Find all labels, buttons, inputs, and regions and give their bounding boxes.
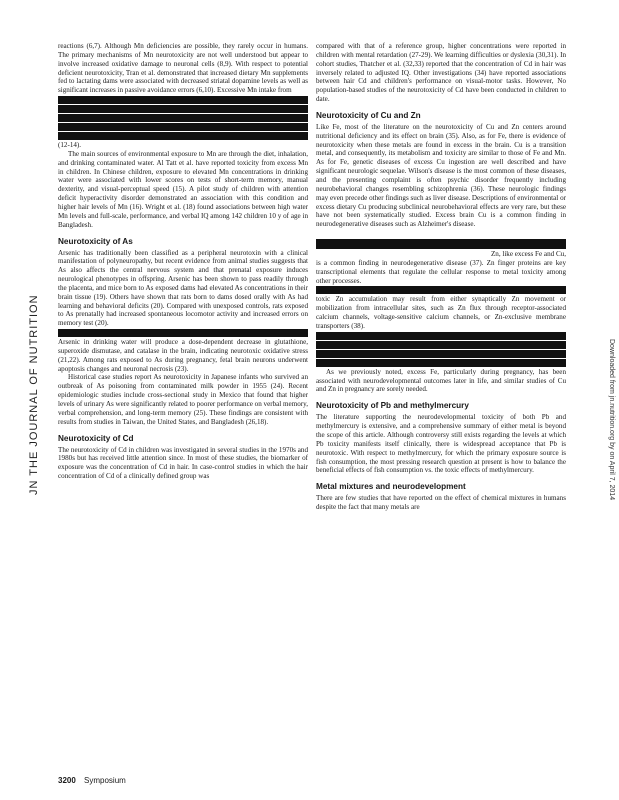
redaction-bar — [58, 114, 308, 122]
right-column — [316, 42, 566, 512]
section-heading: Neurotoxicity of As — [58, 236, 133, 246]
redaction-bar — [58, 96, 308, 104]
redaction-bar — [58, 329, 308, 337]
footer-section: Symposium — [84, 776, 126, 785]
paragraph: compared with that of a reference group, higher concentrations were reported in children with mental retardation (27-29). We learning difficulties or dyslexia (30,31). In cohort studies, Thatcher et al. (32,33) reported that the concentration of Cd in hair was inversely related to adjusted IQ. Other investigations (34) have reported associations between hair Cd and children's performance on visual-motor tasks. However, No population-based studies of the neurotoxicity of Cd have been conducted in children to date. — [316, 42, 566, 104]
paragraph: (12-14). — [58, 141, 82, 150]
paragraph: is a common finding in neurodegenerative disease (37). Zn finger proteins are key transcriptional elements that regulate the cellular response to metal toxicity among other processes. — [316, 258, 566, 285]
left-column — [58, 42, 308, 481]
paragraph: Arsenic has traditionally been classified as a peripheral neurotoxin with a clinical manifestation of polyneuropathy, but recent evidence from animal studies suggests that As also affects the central nervous system and that prenatal exposure induces neurological phenotypes in offspring. Arsenic has been shown to pass readily through the placenta, and mice born to As exposed dams had elevated As concentrations in their brain tissue (19). Others have shown that rats born to dams dosed orally with As had learning and behavioral deficits (20). Compared with unexposed controls, rats exposed to As prenatally had increased spontaneous locomotor activity and increased errors on memory test (20). — [58, 248, 308, 328]
redaction-bar — [316, 239, 566, 249]
download-notice-sidebar: Downloaded from jn.nutrition.org by on April 7, 2014 — [608, 339, 615, 501]
paragraph: The main sources of environmental exposure to Mn are through the diet, inhalation, and drinking contaminated water. Al Tatt et al. have reported toxicity from excess Mn in children. In Chinese children, exposure to elevated Mn concentrations in drinking water were associated with lower scores on tests of short-term memory, manual dexterity, and visual-perceptual speed (15). A pilot study of children with attention deficit hyperactivity disorder demonstrated an association with this condition and higher hair levels of Mn (16). Wright et al. (18) found associations between high water Mn levels and full-scale, performance, and verbal IQ among 142 children 10 y of age in Bangladesh. — [58, 149, 308, 229]
journal-title-sidebar: JN THE JOURNAL OF NUTRITION — [28, 294, 40, 496]
page-number: 3200 — [58, 776, 76, 785]
redaction-bar — [316, 350, 566, 358]
paragraph: The neurotoxicity of Cd in children was investigated in several studies in the 1970s and 1980s but has received little attention since. In most of these studies, the biomarker of exposure was the concentration of Cd in hair. In case-control studies in which the hair concentration of Cd of a clinically defined group was — [58, 445, 308, 481]
redaction-bar — [58, 123, 308, 131]
paragraph: Historical case studies report As neurotoxicity in Japanese infants who survived an outbreak of As poisoning from contaminated milk powder in 1955 (24). Recent epidemiologic studies include cross-sectional study in Mexico that found that higher levels of urinary As were significantly related to poorer performance on verbal memory, verbal comprehension, and long-term memory (25). These findings are consistent with results from studies in Taiwan, the United States, and Bangladesh (26,18). — [58, 373, 308, 426]
section-heading: Neurotoxicity of Pb and methylmercury — [316, 401, 469, 411]
paragraph: There are few studies that have reported on the effect of chemical mixtures in humans despite the fact that many metals are — [316, 494, 566, 512]
paragraph: toxic Zn accumulation may result from either synaptically Zn movement or mobilization from intracellular sites, such as Zn flux through receptor-associated calcium channels, voltage-sensitive calcium channels, or Zn-exclusive membrane transporters (38). — [316, 295, 566, 330]
paragraph: reactions (6,7). Although Mn deficiencies are possible, they rarely occur in humans. The primary mechanisms of Mn neurotoxicity are not well understood but appear to involve increased oxidative damage to neuronal cells (8,9). With respect to potential deficient neurotoxicity, Tran et al. demonstrated that increased dietary Mn supplements fed to lactating dams were associated with decreased striatal dopamine levels as well as significant increases in passive avoidance errors (6,10). Excessive Mn intake from — [58, 42, 308, 95]
section-heading: Metal mixtures and neurodevelopment — [316, 482, 466, 492]
paragraph: Like Fe, most of the literature on the neurotoxicity of Cu and Zn centers around nutritional deficiency and its effect on brain (35). Also, as for Fe, there is evidence of neurotoxicity when these metals are found in excess in the brain. Cu is a transition metal, and consequently, its metabolism and toxicity are similar to those of Fe and Mn. As for Fe, genetic diseases of excess Cu ingestion are well described and have significant neurologic sequelae. Wilson's disease is the most common of these diseases, and the presenting complaint is often psychic disorder frequently including neurobehavioral changes resembling schizophrenia (36). These neurologic findings may even precede other findings such as liver disease. Descriptions of environmental or excess dietary Cu producing subclinical neurobehavioral effects are very rare, but these have not been systematically studied. Excess brain Cu is a common finding in neurodegenerative diseases such as Alzheimer's disease. — [316, 122, 566, 229]
redaction-bar — [58, 132, 308, 140]
paragraph: Arsenic in drinking water will produce a dose-dependent decrease in glutathione, superoxide dismutase, and catalase in the brain, indicating neurotoxic oxidative stress (21,22). Among rats exposed to As during pregnancy, fetal brain neurons underwent apoptosis changes and neuronal necrosis (23). — [58, 338, 308, 373]
paragraph: As we previously noted, excess Fe, particularly during pregnancy, has been associated with neurodevelopmental outcomes later in life, and similar studies of Cu and Zn in pregnancy are sorely needed. — [316, 367, 566, 394]
redaction-bar — [316, 341, 566, 349]
redaction-bar — [316, 286, 566, 294]
page-footer — [58, 776, 126, 785]
redaction-bar — [316, 359, 566, 367]
section-heading: Neurotoxicity of Cd — [58, 433, 134, 443]
section-heading: Neurotoxicity of Cu and Zn — [316, 110, 421, 120]
paragraph-head: Zn, like excess Fe and Cu, — [490, 250, 566, 259]
redaction-bar — [316, 332, 566, 340]
redaction-bar — [58, 105, 308, 113]
paragraph: The literature supporting the neurodevelopmental toxicity of both Pb and methylmercury is extensive, and a comprehensive summary of either metal is beyond the scope of this article. Although controversy still exists regarding the levels at which Pb toxicity manifests itself clinically, there is widespread acceptance that Pb is neurotoxic. With respect to methylmercury, for which the primary exposure source is fish consumption, the most pressing research question at present is how to balance the beneficial effects of fish consumption vs. the toxic effects of methylmercury. — [316, 413, 566, 475]
